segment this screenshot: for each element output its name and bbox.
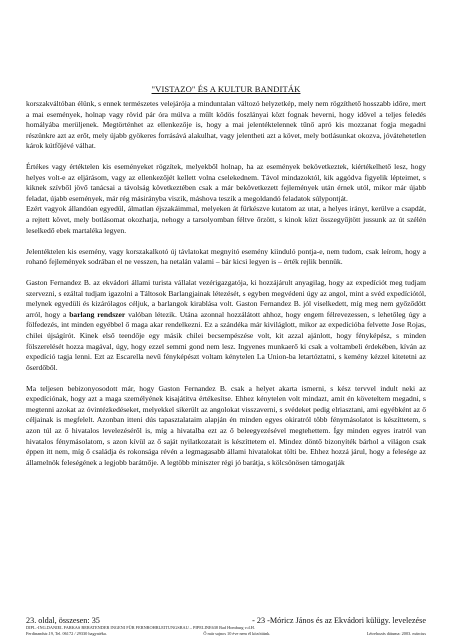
footer-date: Létrehozás dátuma: 2003. március: [366, 630, 426, 636]
paragraph-text: Értékes vagy értéktelen kis eseményeket rögzítek, melyekből holnap, ha az események bekövetkeztek, kiértékelhető lesz, hogy helyes volt-e az eljárásom, vagy az ellenkezőjét kellett volna cselekednem. Távol mindazoktól, kik aggódva figyelik lépteimet, s kiknek szívből jövő tanácsai a távolság következtében csak a már bekövetkezett fejlemények után érnek utól, mikor már újabb feladat, újabb események, már rég másirányba viszik, máshova teszik a megoldandó feladatok súlypontját.: [26, 162, 426, 203]
paragraph-text: Jelentéktelen kis esemény, vagy korszakalkotó új távlatokat megnyitó esemény kiinduló pontja-e, nem tudom, csak leírom, hogy a rohanó fejlemények sodrában el ne vesszen, ha netalán valami – bár kicsi legyen is – érték rejlik bennük.: [26, 246, 426, 267]
paragraph-text: korszakváltóban élünk, s ennek természetes velejárója a minduntalan változó helyzetkép, mely nem rögzíthető hosszabb időre, mert a mai események, holnap vagy rövid pár óra múlva a műlt ködös foszlányai közt fognak heverni, hogy idővel a teljes feledés homályába merüljenek. Megtörténhet az ellenkezője is, hogy a mai jelentéktelennek tűnő apró kis mozzanat fogja megadni részünkre azt az erőt, mely újabb gyökeres forrásává alakulhat, vagy jelentheti azt a követ, mely botlásunkat okozva, jóvátehetetlen károk kútfőjévé válhat.: [26, 99, 426, 151]
document-title: "VISTAZO" ÉS A KULTUR BANDITÁK: [151, 84, 301, 94]
paragraph-text: valóban létezik. Utána azonnal hozzálátott ahhoz, hogy engem félrevezessen, s lehetőleg úgy a fölfedezés, int minden egyébbel ő maga akar rendelkezni. Ez a szándéka már kiviláglott, mikor az expedícióba felvette Jose Rojas, chilei újságírót. Kinek első teendője egy másik chilei becsempészése volt, kit azzal ajánlott, hogy fényképész, s minden fölszerelését hozza magával, úgy, hogy ezzel semmi gond nem lesz. Ingyenes munkaerő ki csak a voltambeli érdekében, kíván az expedíció tagja lenni. Ezt az Escarella nevű fényképészt voltam kénytelen La Union-ba letartóztatni, s kemény kézzel kitetetni az őserdőből.: [26, 309, 426, 372]
body-paragraph: [26, 247, 426, 268]
page-footer: [26, 616, 426, 625]
paragraph-text: Gaston Fernandez B. az ekvádori állami turista vállalat vezérigazgatója, ki hozzájárult anyagilag, hogy az expedíciót meg tudjam szervezni, s ezáltal tudjam igazolni a Táltosok Barlangjainak létezését, s egyben megvédeni úgy az angol, mint a svéd expedíciótól, melynek egyedüli és kizárólagos céljuk, a barlangok kirablása volt. Gaston Fernandez B. jól viselkedett, míg meg nem győződött arról, hogy a: [26, 278, 426, 319]
footer-address-row: [26, 631, 426, 637]
footer-fineprint: [26, 625, 426, 636]
paragraph-text: Ma teljesen bebizonyosodott már, hogy Gaston Fernandez B. csak a helyet akarta ismerni, s kész tervvel indult neki az expedíciónak, hogy azt a maga személyének kisajátítva értékesítse. Ehhez kénytelen volt mindazt, amit én követeltem megadni, s megtenni azokat az óvintézkedéseket, melyekkel sikerült az angolokat visszaverni, s svédeket pedig elriasztani, ami egyébként az ő céljainak is megfelelt. Azonban itteni dús tapasztalataim alapján én minden egyes okiratról több fénymásolatot is készíttetem, s azon túl az ő hivatalos levelezéséről is, míg a hivatalba ezt az ő beleegyezésével megtehettem. Így minden egyes iratról van hivatalos fénymásolatom, s azon kívül az ő saját nyilatkozatait is készíttetem el. Mindez döntő bizonyíték bárhol a világon csak éppen itt nem, míg ő családja és rokonsága révén a legmagasabb állami hivatalokat tölti be. Ehhez hozzá járul, hogy a felesége az államelnök feleségének a legjobb barátnője. A legtöbb miniszter régi jó barátja, s kölcsönösen támogatják: [26, 383, 426, 467]
body-paragraph: [26, 278, 426, 373]
body-paragraph: [26, 204, 426, 236]
document-body: [26, 99, 426, 468]
body-paragraph: [26, 384, 426, 468]
body-paragraph: [26, 99, 426, 152]
page-number: 23. oldal, összesen: 35: [26, 616, 100, 625]
footer-note: Ő már sajnos 10 éve nem él közöttünk.: [203, 630, 271, 636]
footer-company-line: DIPL.-ING.DANIEL FARKAS BERATENDER INGENI FÜR FERNROHRLEITUNGSBAU – PIPELINE638 Bad Homburg v.d.H.: [26, 625, 255, 630]
footer-address: Ferdinandstr.19, Tel. 06172 / 29330 hagyatéka.: [26, 630, 107, 636]
body-paragraph: [26, 162, 426, 204]
footer-document-title: - 23 -Móricz János és az Ekvádori külügy. levelezése: [252, 616, 426, 625]
emphasized-text: barlang rendszer: [69, 309, 126, 319]
paragraph-text: Ezért vagyok állandóan egyedül, álmatlan éjszakáimmal, melyeken át fürkészve kutatom az utat, a helyes irányt, kerülve a csapdát, a rejtett követ, mely botlásomat okozhatja, nehogy a tarsolyomban féltve őrzött, s kinok közt összegyűjtött jussunk az út szélén leselkedő ebek martaléka legyen.: [26, 204, 426, 235]
